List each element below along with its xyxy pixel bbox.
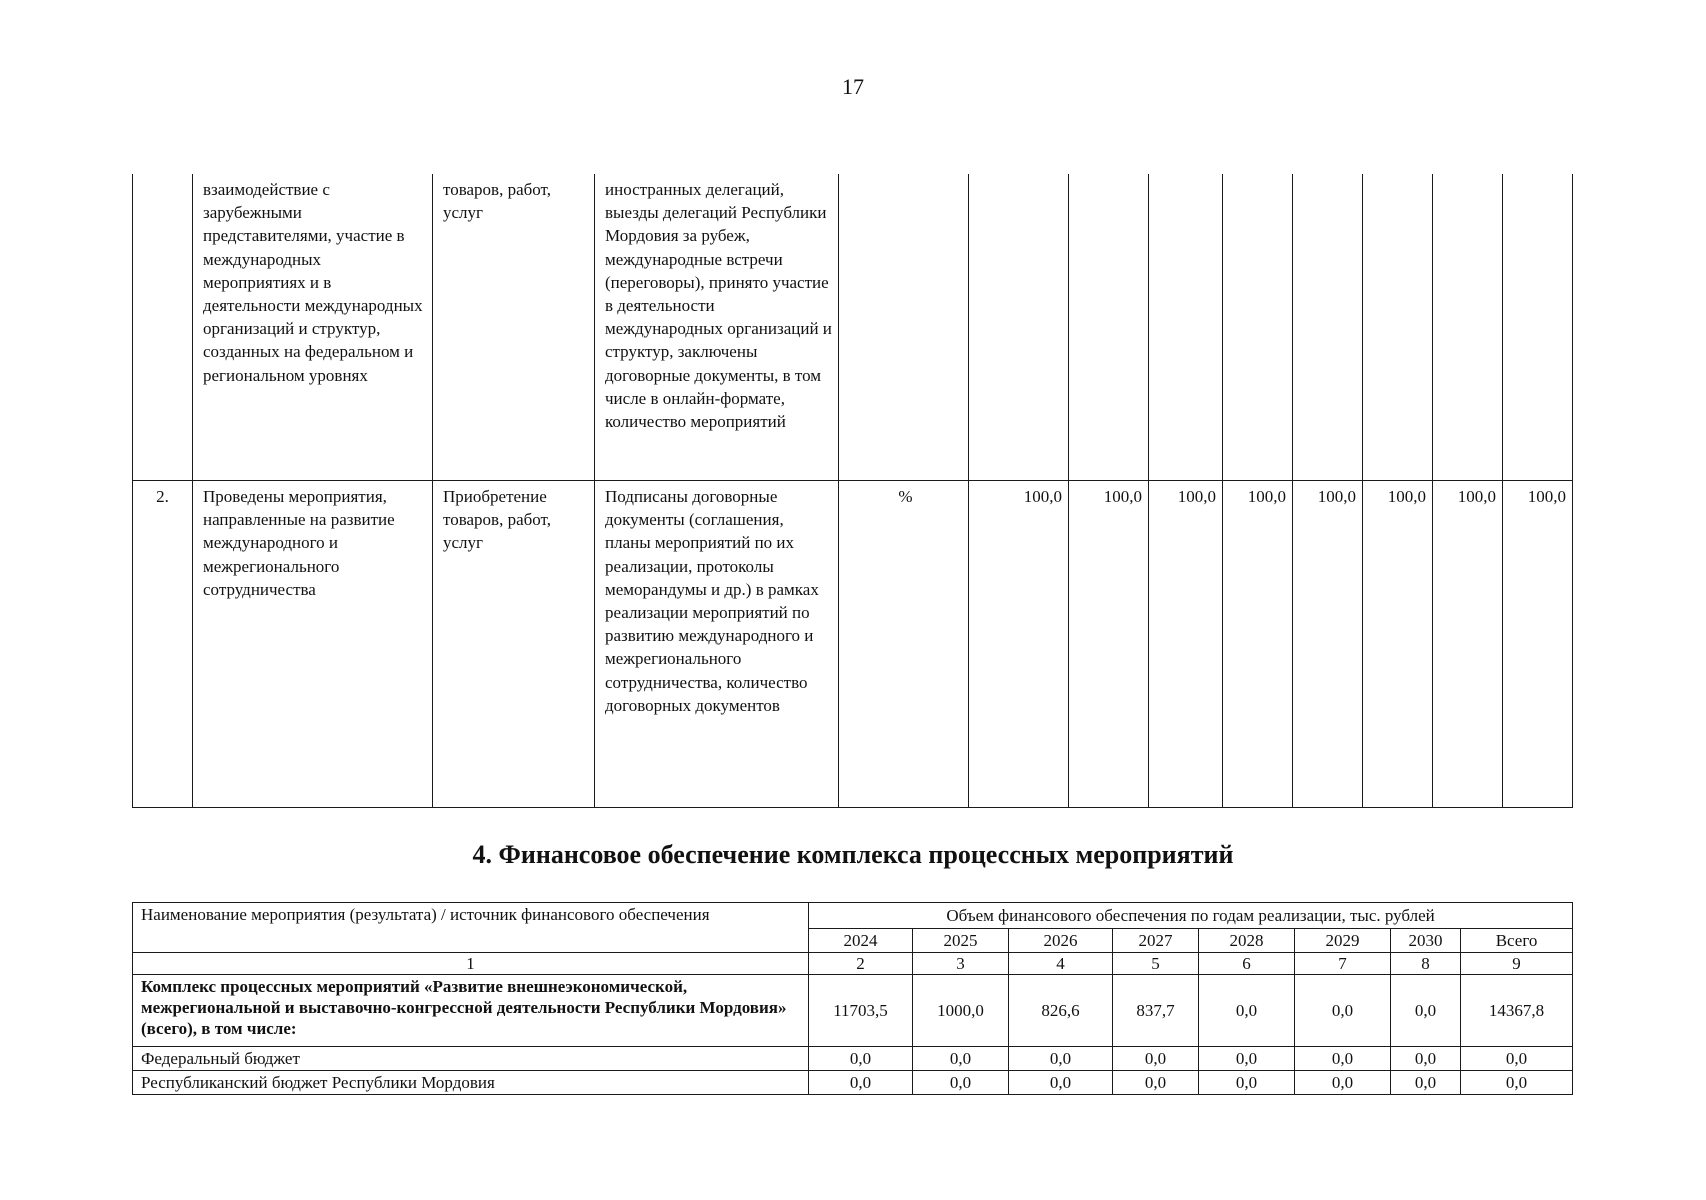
value-cell xyxy=(1293,174,1363,481)
result-type: товаров, работ, услуг xyxy=(433,174,595,481)
value-cell: 837,7 xyxy=(1113,975,1199,1047)
column-number: 2 xyxy=(809,953,913,975)
row-name: Республиканский бюджет Республики Мордовия xyxy=(133,1071,809,1095)
value-cell: 0,0 xyxy=(913,1047,1009,1071)
year-header: 2024 xyxy=(809,929,913,953)
column-number: 8 xyxy=(1391,953,1461,975)
unit-cell: % xyxy=(839,481,969,808)
column-number: 9 xyxy=(1461,953,1573,975)
year-header: 2025 xyxy=(913,929,1009,953)
table-row xyxy=(133,174,1573,481)
header-name: Наименование мероприятия (результата) / источник финансового обеспечения xyxy=(133,903,809,953)
value-cell xyxy=(1363,174,1433,481)
header-volume: Объем финансового обеспечения по годам реализации, тыс. рублей xyxy=(809,903,1573,929)
result-name: Проведены мероприятия, направленные на развитие международного и межрегионального сотрудничества xyxy=(193,481,433,808)
value-cell: 0,0 xyxy=(1009,1047,1113,1071)
value-cell: 0,0 xyxy=(1199,1047,1295,1071)
result-name: взаимодействие с зарубежными представителями, участие в международных мероприятиях и в деятельности международных организаций и структур, созданных на федеральном и региональном уровнях xyxy=(193,174,433,481)
value-cell: 100,0 xyxy=(1069,481,1149,808)
value-cell xyxy=(969,174,1069,481)
column-number: 7 xyxy=(1295,953,1391,975)
row-number xyxy=(133,174,193,481)
value-cell xyxy=(1433,174,1503,481)
result-description: иностранных делегаций, выезды делегаций Республики Мордовия за рубеж, международные встречи (переговоры), принято участие в деятельности международных организаций и структур, заключены договорные документы, в том числе в онлайн-формате, количество мероприятий xyxy=(595,174,839,481)
column-number: 5 xyxy=(1113,953,1199,975)
value-cell: 0,0 xyxy=(1391,1071,1461,1095)
table-row xyxy=(133,975,1573,1047)
total-header: Всего xyxy=(1461,929,1573,953)
value-cell: 11703,5 xyxy=(809,975,913,1047)
table-header-row xyxy=(133,903,1573,929)
value-cell: 0,0 xyxy=(1391,1047,1461,1071)
value-cell: 0,0 xyxy=(1113,1047,1199,1071)
column-number: 4 xyxy=(1009,953,1113,975)
value-cell: 0,0 xyxy=(1461,1047,1573,1071)
value-cell: 14367,8 xyxy=(1461,975,1573,1047)
value-cell: 0,0 xyxy=(1199,1071,1295,1095)
value-cell: 1000,0 xyxy=(913,975,1009,1047)
value-cell: 100,0 xyxy=(1293,481,1363,808)
value-cell: 0,0 xyxy=(1391,975,1461,1047)
section-title: 4. Финансовое обеспечение комплекса процессных мероприятий xyxy=(472,840,1234,869)
year-header: 2030 xyxy=(1391,929,1461,953)
value-cell: 0,0 xyxy=(1113,1071,1199,1095)
column-number: 1 xyxy=(133,953,809,975)
year-header: 2027 xyxy=(1113,929,1199,953)
results-table xyxy=(132,174,1573,808)
value-cell: 0,0 xyxy=(913,1071,1009,1095)
value-cell: 826,6 xyxy=(1009,975,1113,1047)
unit-cell xyxy=(839,174,969,481)
row-number: 2. xyxy=(133,481,193,808)
value-cell: 0,0 xyxy=(1199,975,1295,1047)
value-cell: 0,0 xyxy=(1295,975,1391,1047)
result-description: Подписаны договорные документы (соглашения, планы мероприятий по их реализации, протоколы меморандумы и др.) в рамках реализации мероприятий по развитию международного и межрегионального сотрудничества, количество договорных документов xyxy=(595,481,839,808)
column-number: 6 xyxy=(1199,953,1295,975)
year-header: 2028 xyxy=(1199,929,1295,953)
value-cell xyxy=(1503,174,1573,481)
value-cell xyxy=(1069,174,1149,481)
page-number: 17 xyxy=(842,74,864,99)
table-row xyxy=(133,481,1573,808)
value-cell: 0,0 xyxy=(1295,1071,1391,1095)
value-cell: 0,0 xyxy=(1461,1071,1573,1095)
year-header: 2029 xyxy=(1295,929,1391,953)
value-cell: 100,0 xyxy=(1363,481,1433,808)
column-number: 3 xyxy=(913,953,1009,975)
table-row xyxy=(133,1047,1573,1071)
value-cell: 100,0 xyxy=(1149,481,1223,808)
value-cell xyxy=(1149,174,1223,481)
row-name: Федеральный бюджет xyxy=(133,1047,809,1071)
value-cell: 0,0 xyxy=(1009,1071,1113,1095)
value-cell: 100,0 xyxy=(1433,481,1503,808)
row-name: Комплекс процессных мероприятий «Развитие внешнеэкономической, межрегиональной и выставочно-конгрессной деятельности Республики Мордовия» (всего), в том числе: xyxy=(133,975,809,1047)
finance-table xyxy=(132,902,1573,1095)
value-cell: 0,0 xyxy=(809,1047,913,1071)
year-header: 2026 xyxy=(1009,929,1113,953)
value-cell: 100,0 xyxy=(1223,481,1293,808)
value-cell: 0,0 xyxy=(1295,1047,1391,1071)
value-cell: 100,0 xyxy=(969,481,1069,808)
value-cell: 0,0 xyxy=(809,1071,913,1095)
result-type: Приобретение товаров, работ, услуг xyxy=(433,481,595,808)
value-cell xyxy=(1223,174,1293,481)
table-row xyxy=(133,1071,1573,1095)
column-number-row xyxy=(133,953,1573,975)
value-cell: 100,0 xyxy=(1503,481,1573,808)
